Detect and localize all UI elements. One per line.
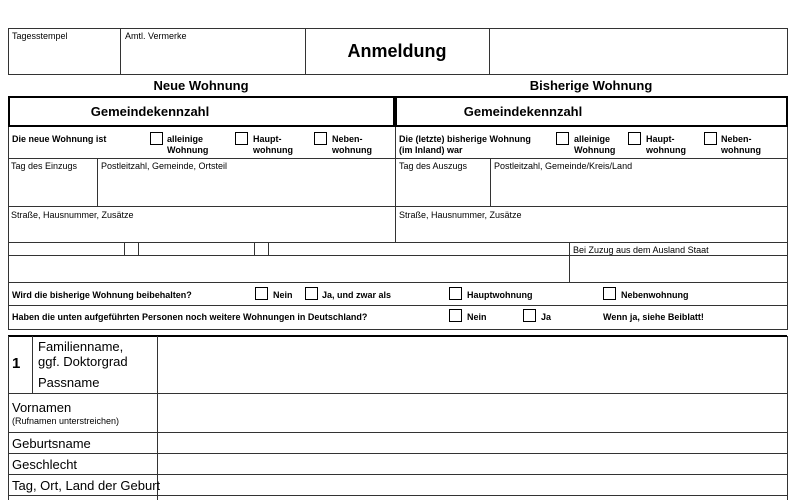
address-extra-field[interactable] xyxy=(9,256,568,281)
other-no-checkbox[interactable] xyxy=(449,309,462,322)
gender-label: Geschlecht xyxy=(12,457,78,472)
previous-apartment-type-label-1: Die (letzte) bisherige Wohnung xyxy=(399,134,531,144)
new-main-apartment-label-1: Haupt- xyxy=(253,134,282,144)
new-postal-code-field[interactable] xyxy=(98,172,394,205)
previous-secondary-apartment-label-1: Neben- xyxy=(721,134,752,144)
person-number: 1 xyxy=(12,355,21,372)
stamp-field[interactable] xyxy=(10,42,118,72)
extra-field-1[interactable] xyxy=(9,243,123,254)
other-apartments-question: Haben die unten aufgeführten Personen noch weitere Wohnungen in Deutschland? xyxy=(12,312,368,322)
new-apartment-type-label: Die neue Wohnung ist xyxy=(12,134,107,144)
abroad-country-field[interactable] xyxy=(570,256,786,281)
gender-field[interactable] xyxy=(158,454,786,473)
first-names-hint: (Rufnamen unterstreichen) xyxy=(12,416,120,426)
previous-postal-code-field[interactable] xyxy=(491,172,786,205)
previous-apartment-title: Bisherige Wohnung xyxy=(529,78,653,93)
previous-main-apartment-label-2: wohnung xyxy=(646,145,686,155)
keep-previous-question: Wird die bisherige Wohnung beibehalten? xyxy=(12,290,192,300)
birth-name-label: Geburtsname xyxy=(12,436,91,451)
new-postal-code-label: Postleitzahl, Gemeinde, Ortsteil xyxy=(101,161,228,171)
keep-yes-label: Ja, und zwar als xyxy=(322,290,392,300)
previous-main-apartment-checkbox[interactable] xyxy=(628,132,641,145)
new-street-label: Straße, Hausnummer, Zusätze xyxy=(11,210,134,220)
official-notes-label: Amtl. Vermerke xyxy=(125,31,187,41)
new-municipality-code-label: Gemeindekennzahl xyxy=(90,104,210,119)
other-yes-label: Ja xyxy=(541,312,552,322)
family-name-label-1: Familienname, xyxy=(38,339,124,354)
keep-no-label: Nein xyxy=(273,290,293,300)
first-names-field[interactable] xyxy=(158,394,786,431)
previous-postal-code-label: Postleitzahl, Gemeinde/Kreis/Land xyxy=(494,161,633,171)
birth-name-field[interactable] xyxy=(158,433,786,452)
move-out-date-label: Tag des Auszugs xyxy=(399,161,468,171)
new-municipality-code-field[interactable] xyxy=(290,98,393,125)
extra-field-5[interactable] xyxy=(269,243,568,254)
previous-secondary-apartment-checkbox[interactable] xyxy=(704,132,717,145)
new-sole-apartment-label-2: Wohnung xyxy=(167,145,209,155)
new-secondary-apartment-checkbox[interactable] xyxy=(314,132,327,145)
see-supplement-note: Wenn ja, siehe Beiblatt! xyxy=(603,312,704,322)
keep-no-checkbox[interactable] xyxy=(255,287,268,300)
move-in-date-label: Tag des Einzugs xyxy=(11,161,78,171)
official-notes-field[interactable] xyxy=(122,42,303,72)
previous-apartment-type-label-2: (im Inland) war xyxy=(399,145,463,155)
abroad-country-label: Bei Zuzug aus dem Ausland Staat xyxy=(573,245,709,255)
stamp-label: Tagesstempel xyxy=(12,31,68,41)
keep-secondary-label: Nebenwohnung xyxy=(621,290,689,300)
new-secondary-apartment-label-2: wohnung xyxy=(332,145,372,155)
extra-field-4[interactable] xyxy=(255,243,267,254)
keep-main-checkbox[interactable] xyxy=(449,287,462,300)
extra-field-2[interactable] xyxy=(125,243,137,254)
previous-secondary-apartment-label-2: wohnung xyxy=(721,145,761,155)
previous-street-label: Straße, Hausnummer, Zusätze xyxy=(399,210,522,220)
new-sole-apartment-label-1: alleinige xyxy=(167,134,204,144)
family-name-field[interactable] xyxy=(158,337,786,392)
family-name-label-2: ggf. Doktorgrad xyxy=(38,354,128,369)
form-title: Anmeldung xyxy=(347,41,447,61)
new-main-apartment-checkbox[interactable] xyxy=(235,132,248,145)
move-out-date-field[interactable] xyxy=(396,172,489,205)
previous-sole-apartment-label-2: Wohnung xyxy=(574,145,616,155)
new-sole-apartment-checkbox[interactable] xyxy=(150,132,163,145)
previous-street-field[interactable] xyxy=(396,221,786,241)
other-yes-checkbox[interactable] xyxy=(523,309,536,322)
passport-name-label: Passname xyxy=(38,375,100,390)
new-street-field[interactable] xyxy=(9,221,394,241)
new-main-apartment-label-2: wohnung xyxy=(253,145,293,155)
extra-field-3[interactable] xyxy=(139,243,253,254)
first-names-label: Vornamen xyxy=(12,400,72,415)
previous-sole-apartment-checkbox[interactable] xyxy=(556,132,569,145)
previous-municipality-code-field[interactable] xyxy=(650,98,786,125)
move-in-date-field[interactable] xyxy=(9,172,96,205)
keep-yes-checkbox[interactable] xyxy=(305,287,318,300)
keep-main-label: Hauptwohnung xyxy=(467,290,533,300)
new-secondary-apartment-label-1: Neben- xyxy=(332,134,363,144)
birth-info-field[interactable] xyxy=(158,475,786,494)
birth-info-label: Tag, Ort, Land der Geburt xyxy=(12,478,161,493)
previous-main-apartment-label-1: Haupt- xyxy=(646,134,675,144)
new-apartment-title: Neue Wohnung xyxy=(153,78,249,93)
previous-municipality-code-label: Gemeindekennzahl xyxy=(463,104,583,119)
keep-secondary-checkbox[interactable] xyxy=(603,287,616,300)
other-no-label: Nein xyxy=(467,312,487,322)
header-right-field[interactable] xyxy=(491,30,785,72)
previous-sole-apartment-label-1: alleinige xyxy=(574,134,611,144)
